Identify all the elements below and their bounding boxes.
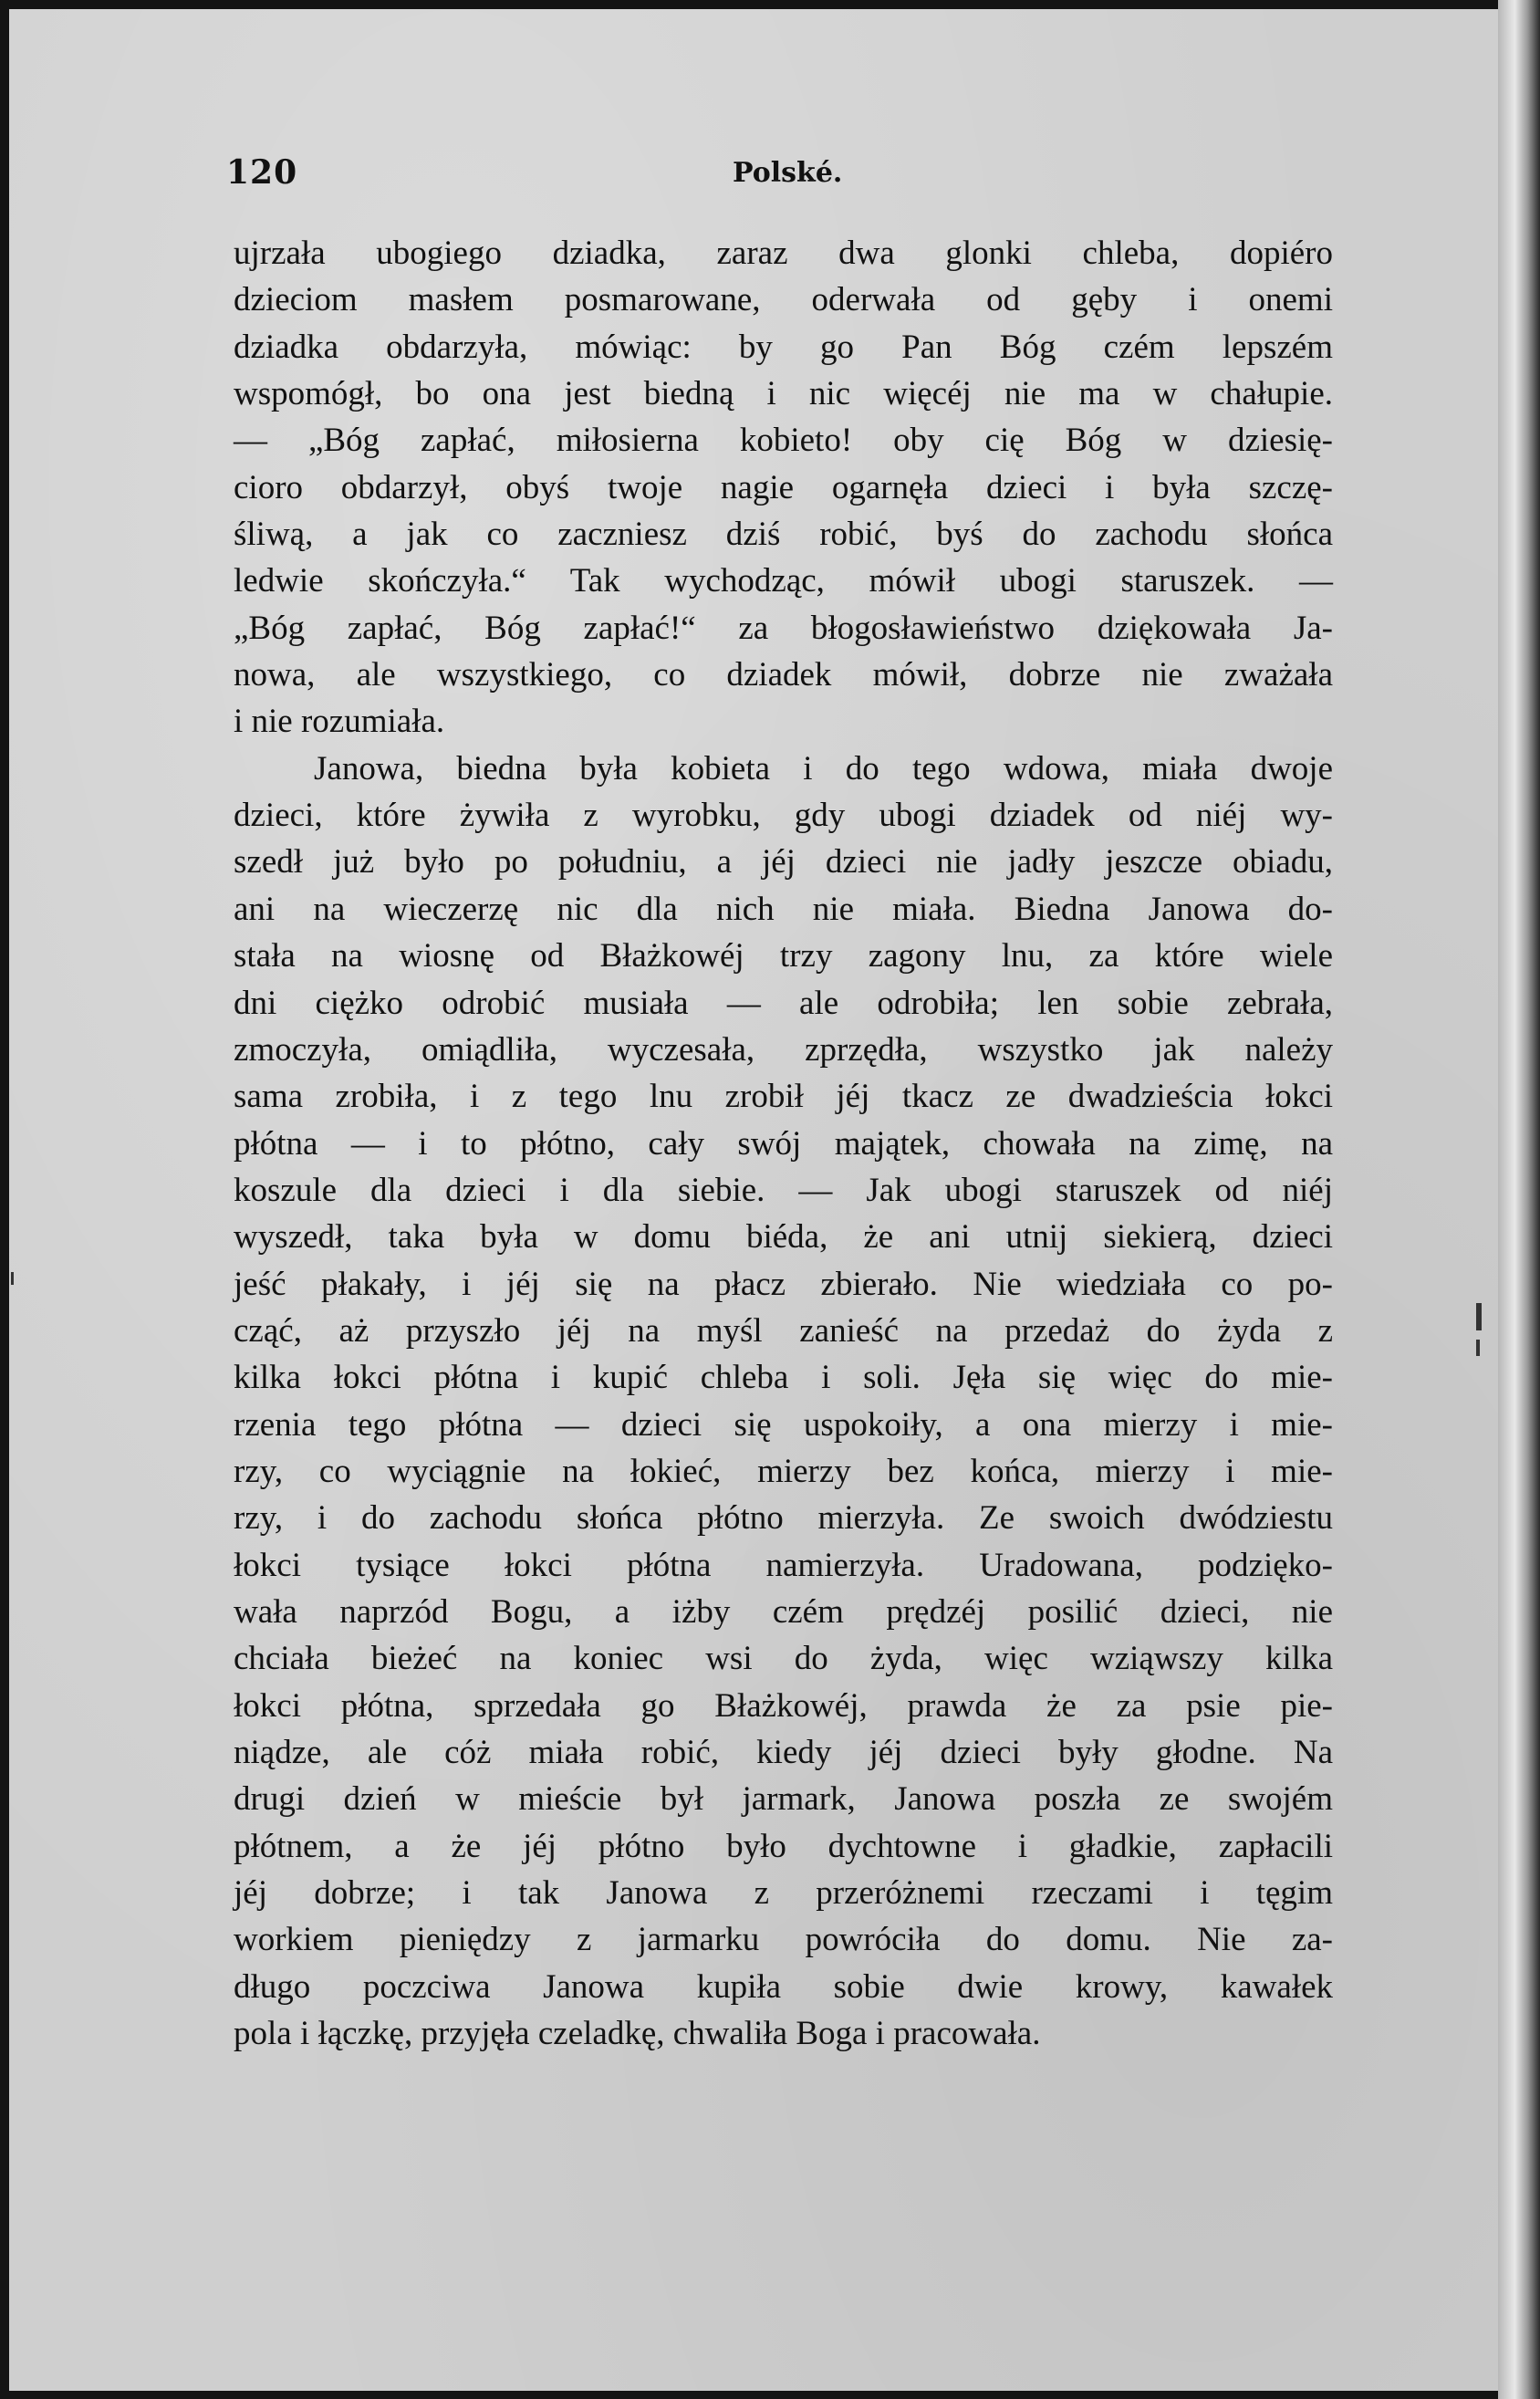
text-line: śliwą, a jak co zaczniesz dziś robić, byś do zachodu słońca — [234, 516, 1333, 554]
text-line: płótna — i to płótno, cały swój majątek, chowała na zimę, na — [234, 1124, 1333, 1163]
body-text — [234, 230, 1333, 2057]
text-line: wspomógł, bo ona jest biedną i nic więcéj nie ma w chałupie. — [234, 375, 1333, 413]
text-line: i nie rozumiała. — [234, 703, 445, 741]
text-line: „Bóg zapłać, Bóg zapłać!“ za błogosławieństwo dziękowała Ja- — [234, 609, 1333, 647]
text-line: cioro obdarzył, obyś twoje nagie ogarnęła dzieci i była szczę- — [234, 468, 1333, 506]
text-line: sama zrobiła, i z tego lnu zrobił jéj tkacz ze dwadzieścia łokci — [234, 1078, 1333, 1116]
running-head: Polské. — [733, 157, 843, 189]
text-line: dzieci, które żywiła z wyrobku, gdy ubogi dziadek od niéj wy- — [234, 797, 1333, 835]
text-line: nowa, ale wszystkiego, co dziadek mówił, dobrze nie zważała — [234, 656, 1333, 694]
text-line: jéj dobrze; i tak Janowa z przeróżnemi rzeczami i tęgim — [234, 1874, 1333, 1913]
text-line: łokci tysiące łokci płótna namierzyła. Uradowana, podzięko- — [234, 1546, 1333, 1584]
text-line: ledwie skończyła.“ Tak wychodząc, mówił ubogi staruszek. — — [234, 562, 1333, 600]
text-line: dni ciężko odrobić musiała — ale odrobiła; len sobie zebrała, — [234, 984, 1333, 1022]
text-line: chciała bieżeć na koniec wsi do żyda, więc wziąwszy kilka — [234, 1640, 1333, 1678]
text-line: Janowa, biedna była kobieta i do tego wdowa, miała dwoje — [314, 749, 1333, 787]
text-line: jeść płakały, i jéj się na płacz zbierało. Nie wiedziała co po- — [234, 1265, 1333, 1303]
text-line: ujrzała ubogiego dziadka, zaraz dwa glonki chleba, dopiéro — [234, 235, 1333, 272]
text-line: kilka łokci płótna i kupić chleba i soli. Jęła się więc do mie- — [234, 1359, 1333, 1397]
text-line: koszule dla dzieci i dla siebie. — Jak ubogi staruszek od niéj — [234, 1171, 1333, 1209]
text-line: drugi dzień w mieście był jarmark, Janowa poszła ze swojém — [234, 1780, 1333, 1819]
text-line: łokci płótna, sprzedała go Błażkowéj, prawda że za psie pie- — [234, 1686, 1333, 1725]
text-line: rzy, i do zachodu słońca płótno mierzyła. Ze swoich dwódziestu — [234, 1499, 1333, 1538]
text-line: dzieciom masłem posmarowane, oderwała od gęby i onemi — [234, 281, 1333, 319]
text-line: długo poczciwa Janowa kupiła sobie dwie krowy, kawałek — [234, 1967, 1333, 2006]
text-line: dziadka obdarzyła, mówiąc: by go Pan Bóg czém lepszém — [234, 328, 1333, 366]
text-line: rzenia tego płótna — dzieci się uspokoiły, a ona mierzy i mie- — [234, 1405, 1333, 1444]
page-header — [226, 153, 1330, 199]
margin-mark — [1476, 1303, 1482, 1330]
page-number: 120 — [226, 153, 298, 192]
text-line: workiem pieniędzy z jarmarku powróciła do domu. Nie za- — [234, 1921, 1333, 1959]
text-line: rzy, co wyciągnie na łokieć, mierzy bez końca, mierzy i mie- — [234, 1452, 1333, 1490]
text-line: płótnem, a że jéj płótno było dychtowne i gładkie, zapłacili — [234, 1827, 1333, 1865]
text-line: niądze, ale cóż miała robić, kiedy jéj dzieci były głodne. Na — [234, 1734, 1333, 1771]
page-edge-shadow — [1498, 0, 1540, 2399]
text-line: cząć, aż przyszło jéj na myśl zanieść na przedaż do żyda z — [234, 1311, 1333, 1350]
text-line: ani na wieczerzę nic dla nich nie miała. Biedna Janowa do- — [234, 890, 1333, 928]
text-line: zmoczyła, omiądliła, wyczesała, zprzędła, wszystko jak należy — [234, 1030, 1333, 1069]
text-line: pola i łączkę, przyjęła czeladkę, chwaliła Boga i pracowała. — [234, 2015, 1041, 2053]
text-line: wała naprzód Bogu, a iżby czém prędzéj posilić dzieci, nie — [234, 1592, 1333, 1631]
margin-mark — [11, 1272, 14, 1285]
text-line: stała na wiosnę od Błażkowéj trzy zagony lnu, za które wiele — [234, 937, 1333, 975]
text-line: wyszedł, taka była w domu biéda, że ani utnij siekierą, dzieci — [234, 1218, 1333, 1257]
text-line: szedł już było po południu, a jéj dzieci nie jadły jeszcze obiadu, — [234, 843, 1333, 881]
text-line: — „Bóg zapłać, miłosierna kobieto! oby cię Bóg w dziesię- — [234, 422, 1333, 460]
margin-mark — [1476, 1340, 1480, 1356]
